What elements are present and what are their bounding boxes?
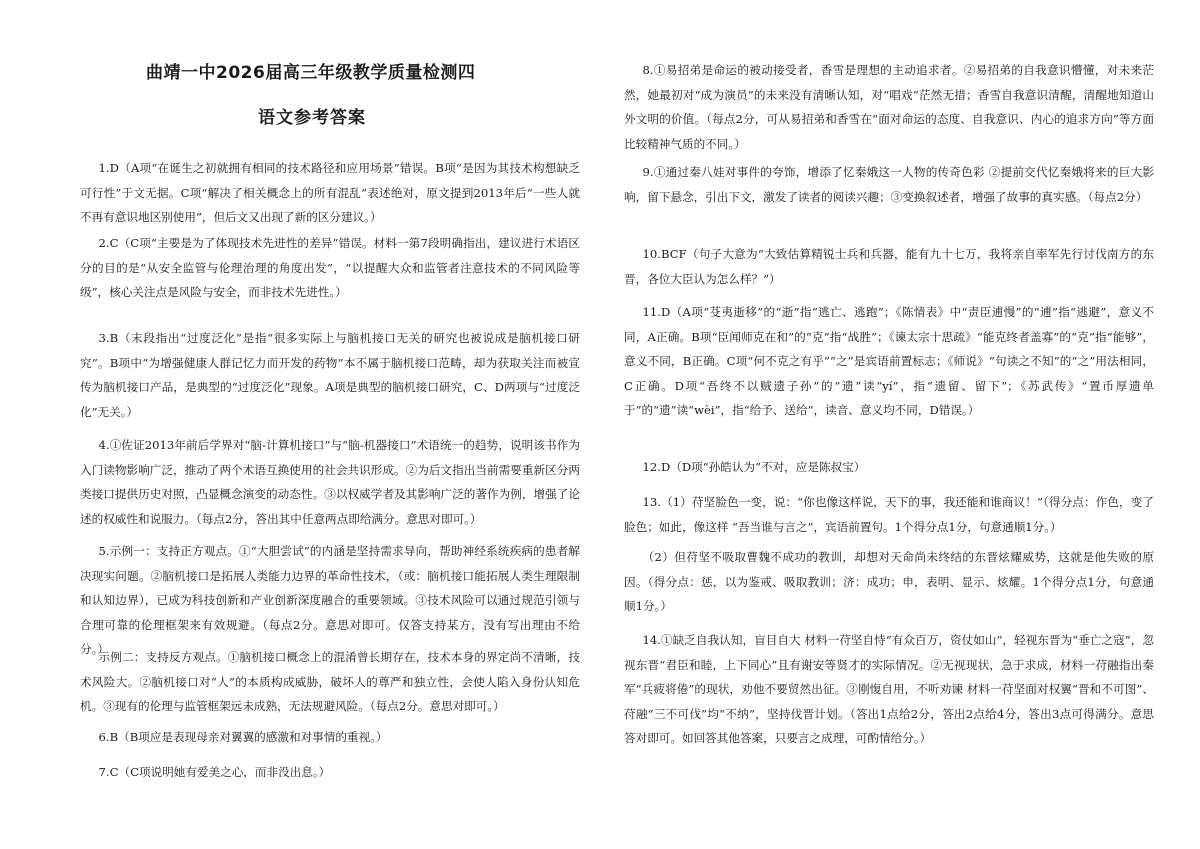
document-title: 曲靖一中2026届高三年级教学质量检测四 — [146, 63, 476, 83]
answer-4: 4.①佐证2013年前后学界对“脑-计算机接口”与“脑-机器接口”术语统一的趋势，说明该书作为入门读物影响广泛，推动了两个术语互换使用的社会共识形成。②为后文指出当前需要重新区分两类接口提供历史对照，凸显概念演变的动态性。③以权威学者及其影响广泛的著作为例，增强了论述的权威性和说服力。（每点2分，答出其中任意两点即给满分。意思对即可。） — [80, 438, 580, 526]
answer-5-example-2: 示例二：支持反方观点。①脑机接口概念上的混淆曾长期存在，技术本身的界定尚不清晰，技术风险大。②脑机接口对“人”的本质构成威胁，破坏人的尊严和独立性，会使人陷入身份认知危机。③现有的伦理与监管框架远未成熟，无法规避风险。（每点2分。意思对即可。） — [80, 650, 580, 713]
answer-7: 7.C（C项说明她有爱美之心，而非没出息。） — [98, 765, 331, 779]
answer-9: 9.①通过秦八娃对事件的夸饰，增添了忆秦娥这一人物的传奇色彩 ②提前交代忆秦娥将来的巨大影响，留下悬念，引出下文，激发了读者的阅读兴趣；③变换叙述者，增强了故事的真实感。（每点2分） — [624, 165, 1154, 204]
document-subtitle: 语文参考答案 — [258, 108, 366, 128]
answer-13-2: （2）但苻坚不吸取曹魏不成功的教训，却想对天命尚未终结的东晋炫耀威势，这就是他失败的原因。（得分点：惩，以为鉴戒、吸取教训；济：成功；申，表明、显示、炫耀。1个得分点1分，句意通顺1分。） — [624, 550, 1154, 613]
answer-8: 8.①易招弟是命运的被动接受者，香雪是理想的主动追求者。②易招弟的自我意识懵懂，对未来茫然，她最初对“成为演员”的未来没有清晰认知，对“唱戏”茫然无措；香雪自我意识清醒，清醒地知道山外文明的价值。（每点2分，可从易招弟和香雪在“面对命运的态度、自我意识、内心的追求方向”等方面比较精神气质的不同。） — [624, 63, 1154, 151]
answer-2: 2.C（C项“主要是为了体现技术先进性的差异”错误。材料一第7段明确指出，建议进行术语区分的目的是“从安全监管与伦理治理的角度出发”，“以提醒大众和监管者注意技术的不同风险等级”，核心关注点是风险与安全，而非技术先进性。） — [80, 236, 580, 299]
answer-14: 14.①缺乏自我认知，盲目自大 材料一苻坚自恃“有众百万，资仗如山”，轻视东晋为“垂亡之寇”，忽视东晋“君臣和睦，上下同心”且有谢安等贤才的实际情况。②无视现状，急于求成，材料一苻融指出秦军“兵疲将倦”的现状，劝他不要贸然出征。③刚愎自用，不听劝谏 材料一苻坚面对权翼“晋和不可图”、苻融“三不可伐”均“不纳”，坚持伐晋计划。（答出1点给2分，答出2点给4分，答出3点可得满分。意思答对即可。如回答其他答案，只要言之成理，可酌情给分。） — [624, 633, 1154, 745]
answer-1: 1.D（A项“在诞生之初就拥有相同的技术路径和应用场景”错误。B项“是因为其技术构想缺乏可行性”于文无据。C项“解决了相关概念上的所有混乱”表述绝对，原文提到2013年后“一些人就不再有意识地区别使用”，但后文又出现了新的区分建议。） — [80, 161, 580, 224]
answer-6: 6.B（B项应是表现母亲对翼翼的感激和对事情的重视。） — [98, 730, 388, 744]
answer-13-1: 13.（1）苻坚脸色一变，说：“你也像这样说，天下的事，我还能和谁商议！”（得分点：作色，变了脸色；如此，像这样 “吾当谁与言之”，宾语前置句。1个得分点1分，句意通顺1分。） — [624, 495, 1154, 534]
answer-12: 12.D（D项“孙皓认为”不对，应是陈叔宝） — [642, 460, 866, 474]
answer-3: 3.B（末段指出“过度泛化”是指“很多实际上与脑机接口无关的研究也被说成是脑机接口研究”。B项中“为增强健康人群记忆力而开发的药物”本不属于脑机接口范畴，却为获取关注而被宣传为脑机接口产品，是典型的“过度泛化”现象。A项是典型的脑机接口研究，C、D两项与“过度泛化”无关。） — [80, 331, 580, 419]
answer-5-example-1: 5.示例一：支持正方观点。①“大胆尝试”的内涵是坚持需求导向，帮助神经系统疾病的患者解决现实问题。②脑机接口是拓展人类能力边界的革命性技术，（或：脑机接口能拓展人类生理限制和认知边界），已成为科技创新和产业创新深度融合的重要领域。③技术风险可以通过规范引领与合理可靠的伦理框架来有效规避。（每点2分。意思对即可。仅答支持某方，没有写出理由不给分。） — [80, 544, 580, 656]
answer-10: 10.BCF（句子大意为“大致估算精锐士兵和兵器，能有九十七万，我将亲自率军先行讨伐南方的东晋，各位大臣认为怎么样？”） — [624, 247, 1154, 286]
answer-11: 11.D（A项“芟夷逝移”的“逝”指“逃亡、逃跑”；《陈情表》中“责臣逋慢”的“逋”指“逃避”，意义不同，A正确。B项“臣闻师克在和”的“克”指“战胜”；《谏太宗十思疏》“能克终者盖寡”的“克”指“能够”，意义不同，B正确。C项“何不克之有乎”“之”是宾语前置标志；《师说》“句读之不知”的“之”用法相同，C正确。D项“吾终不以贼遗子孙”的“遗”读“yí”，指“遗留、留下”；《苏武传》“置币厚遗单于”的“遗”读“wèi”，指“给予、送给”，读音、意义均不同，D错误。） — [624, 305, 1154, 417]
